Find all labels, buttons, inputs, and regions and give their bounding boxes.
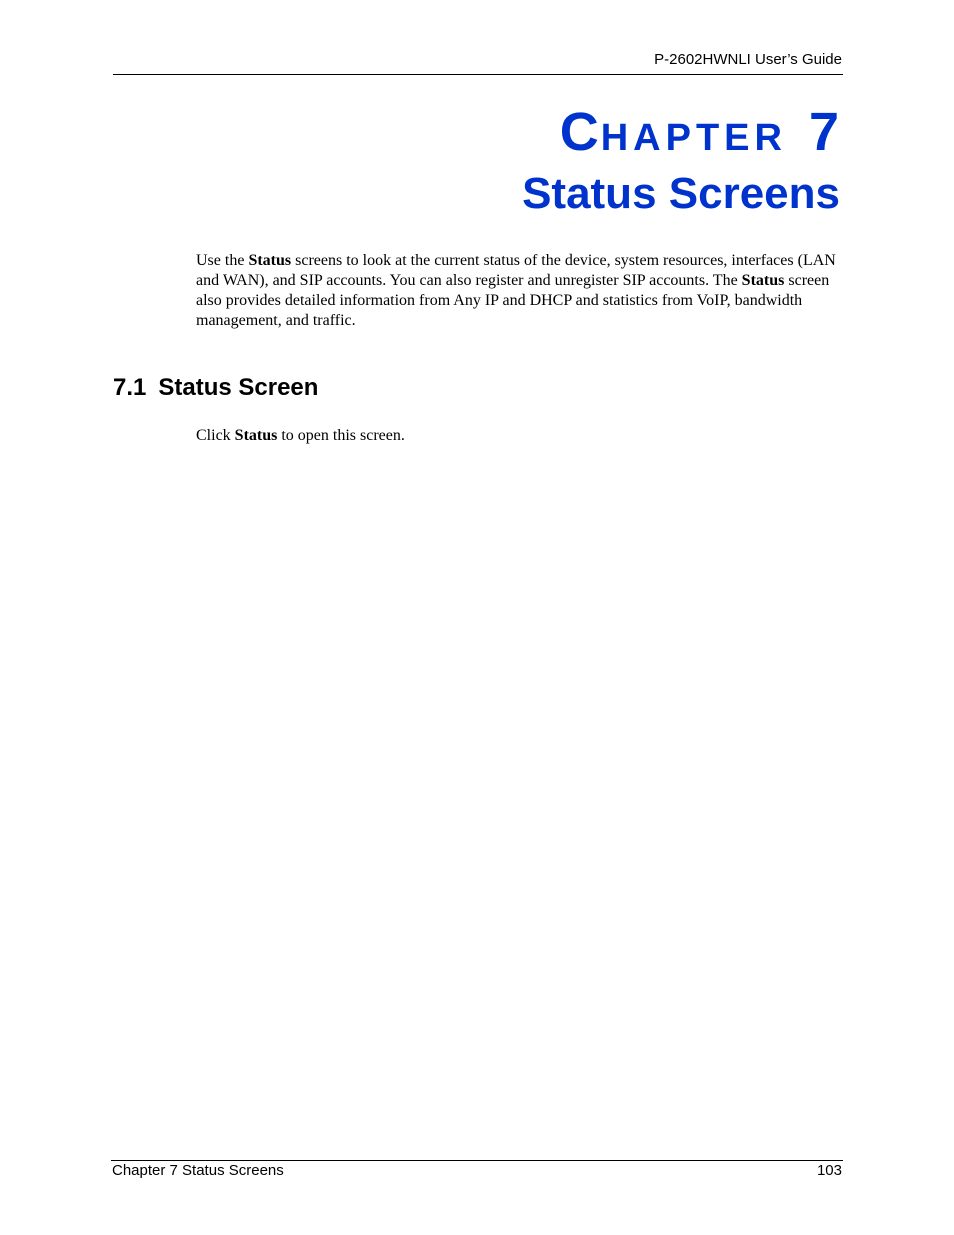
footer-divider xyxy=(111,1160,843,1161)
intro-bold-2: Status xyxy=(741,272,785,289)
chapter-label-initial: C xyxy=(559,102,601,162)
header-guide-title: P-2602HWNLI User’s Guide xyxy=(654,51,842,68)
chapter-number: 7 xyxy=(808,102,839,162)
intro-bold-1: Status xyxy=(248,252,292,269)
intro-text-3: screen also provides detailed information from Any IP and DHCP and statistics from VoIP, bandwidth management, and traffic. xyxy=(196,272,830,329)
instruction-text-1: Click xyxy=(196,427,235,444)
section-number: 7.1 xyxy=(113,374,147,401)
intro-text-2: screens to look at the current status of the device, system resources, interfaces (LAN and WAN), and SIP accounts. You can also register and unregister SIP accounts. The xyxy=(196,252,836,289)
section-heading xyxy=(113,373,318,403)
section-title: Status Screen xyxy=(158,374,319,401)
chapter-title: Status Screens xyxy=(522,169,840,218)
intro-text-1: Use the xyxy=(196,252,249,269)
chapter-label xyxy=(560,100,839,170)
intro-paragraph xyxy=(196,251,846,331)
footer-page-number: 103 xyxy=(816,1162,842,1179)
section-instruction xyxy=(196,426,405,446)
footer-chapter-title: Chapter 7 Status Screens xyxy=(112,1162,284,1179)
header-divider xyxy=(113,74,843,75)
instruction-text-2: to open this screen. xyxy=(277,427,405,444)
instruction-bold: Status xyxy=(234,427,278,444)
chapter-label-rest: HAPTER xyxy=(600,117,787,159)
